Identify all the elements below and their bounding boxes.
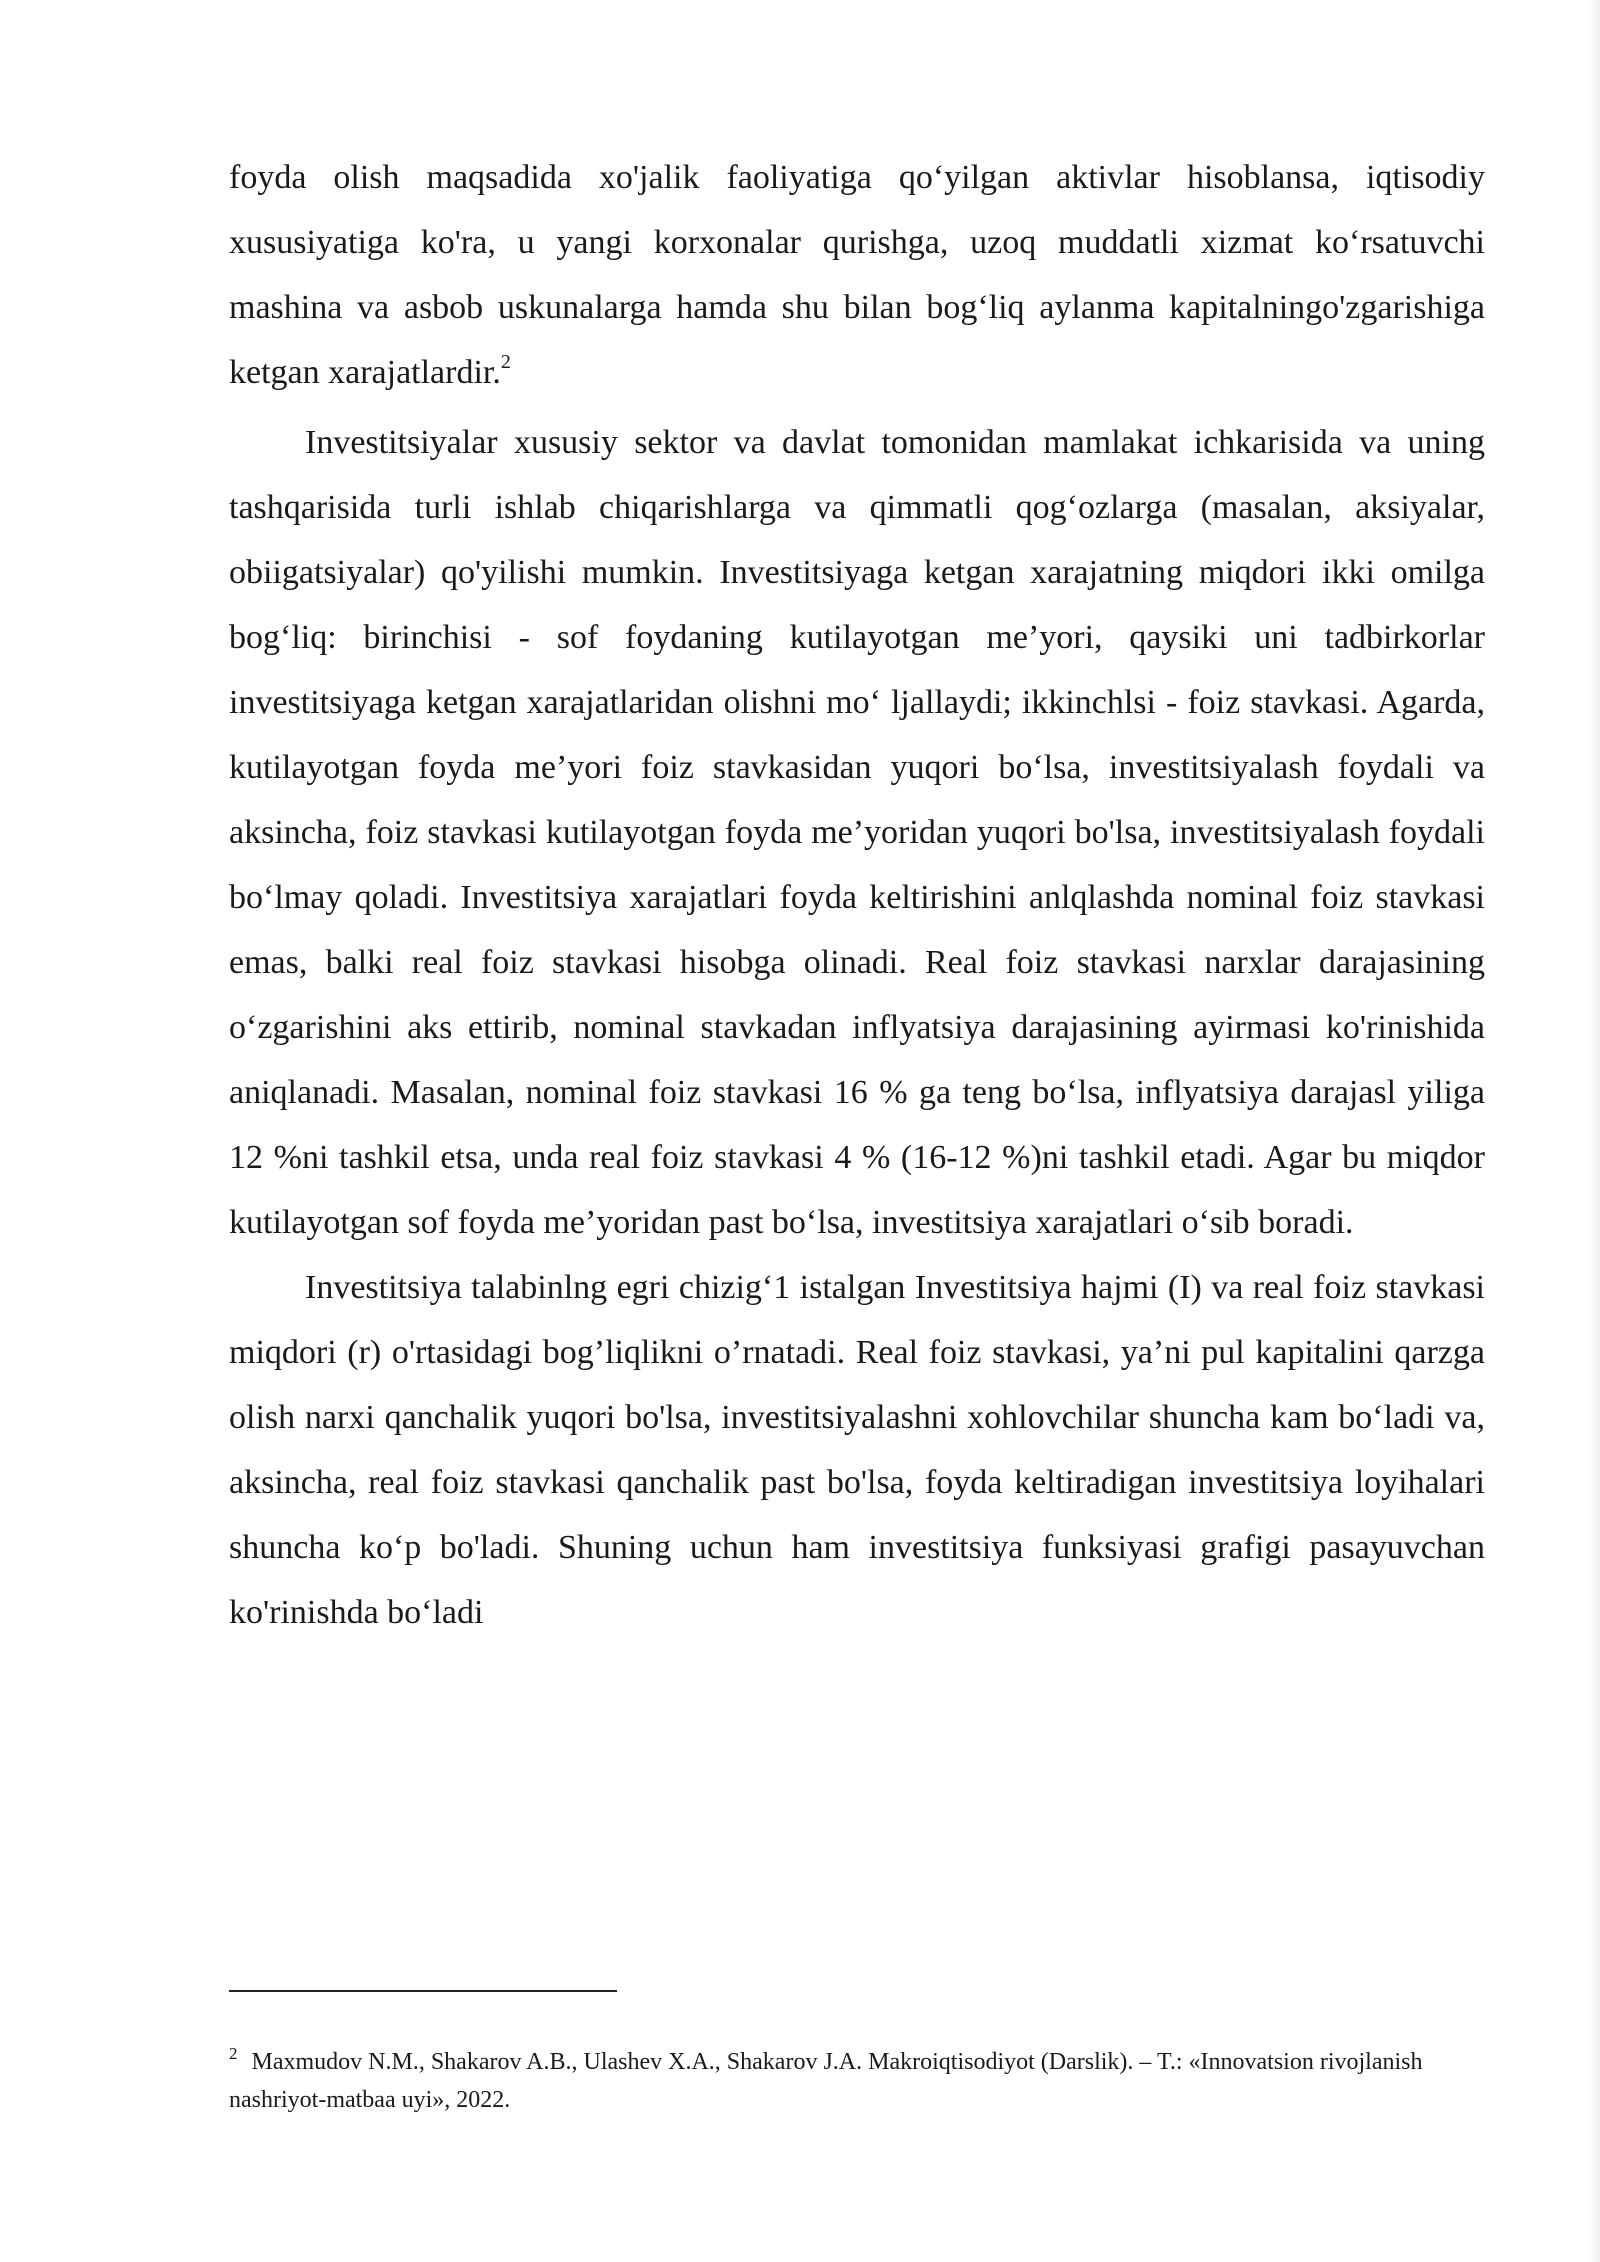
footnote-number: 2 xyxy=(229,2044,238,2063)
document-body xyxy=(229,145,1485,1645)
paragraph-text: foyda olish maqsadida xo'jalik faoliyatiga qo‘yilgan aktivlar hisoblansa, iqtisodiy xususiyatiga ko'ra, u yangi korxonalar qurishga, uzoq muddatli xizmat ko‘rsatuvchi mashina va asbob uskunalarga hamda shu bilan bog‘liq aylanma kapitalningo'zgarishiga ketgan xarajatlardir. xyxy=(229,159,1485,391)
page-edge-shadow xyxy=(1586,0,1600,2262)
footnote xyxy=(229,2044,1485,2118)
footnote-separator xyxy=(229,1990,617,1992)
paragraph-investment-factors: Investitsiyalar xususiy sektor va davlat tomonidan mamlakat ichkarisida va uning tashqarisida turli ishlab chiqarishlarga va qimmatli qog‘ozlarga (masalan, aksiyalar, obiigatsiyalar) qo'yilishi mumkin. Investitsiyaga ketgan xarajatning miqdori ikki omilga bog‘liq: birinchisi - sof foydaning kutilayotgan me’yori, qaysiki uni tadbirkorlar investitsiyaga ketgan xarajatlaridan olishni mo‘ ljallaydi; ikkinchlsi - foiz stavkasi. Agarda, kutilayotgan foyda me’yori foiz stavkasidan yuqori bo‘lsa, investitsiyalash foydali va aksincha, foiz stavkasi kutilayotgan foyda me’yoridan yuqori bo'lsa, investitsiyalash foydali bo‘lmay qoladi. Investitsiya xarajatlari foyda keltirishini anlqlashda nominal foiz stavkasi emas, balki real foiz stavkasi hisobga olinadi. Real foiz stavkasi narxlar darajasining o‘zgarishini aks ettirib, nominal stavkadan inflyatsiya darajasining ayirmasi ko'rinishida aniqlanadi. Masalan, nominal foiz stavkasi 16 % ga teng bo‘lsa, inflyatsiya darajasl yiliga 12 %ni tashkil etsa, unda real foiz stavkasi 4 % (16-12 %)ni tashkil etadi. Agar bu miqdor kutilayotgan sof foyda me’yoridan past bo‘lsa, investitsiya xarajatlari o‘sib boradi. xyxy=(229,424,1485,1241)
paragraph-continuation xyxy=(229,145,1485,410)
paragraph-investment-demand: Investitsiya talabinlng egri chizig‘1 istalgan Investitsiya hajmi (I) va real foiz stavkasi miqdori (r) o'rtasidagi bog’liqlikni o’rnatadi. Real foiz stavkasi, ya’ni pul kapitalini qarzga olish narxi qanchalik yuqori bo'lsa, investitsiyalashni xohlovchilar shuncha kam bo‘ladi va, aksincha, real foiz stavkasi qanchalik past bo'lsa, foyda keltiradigan investitsiya loyihalari shuncha ko‘p bo'ladi. Shuning uchun ham investitsiya funksiyasi grafigi pasayuvchan ko'rinishda bo‘ladi xyxy=(229,1269,1485,1631)
footnote-reference[interactable]: 2 xyxy=(500,351,511,373)
footnote-text: Maxmudov N.M., Shakarov A.B., Ulashev X.A., Shakarov J.A. Makroiqtisodiyot (Darslik). – T.: «Innovatsion rivojlanish nashriyot-matbaa uyi», 2022. xyxy=(229,2049,1423,2113)
